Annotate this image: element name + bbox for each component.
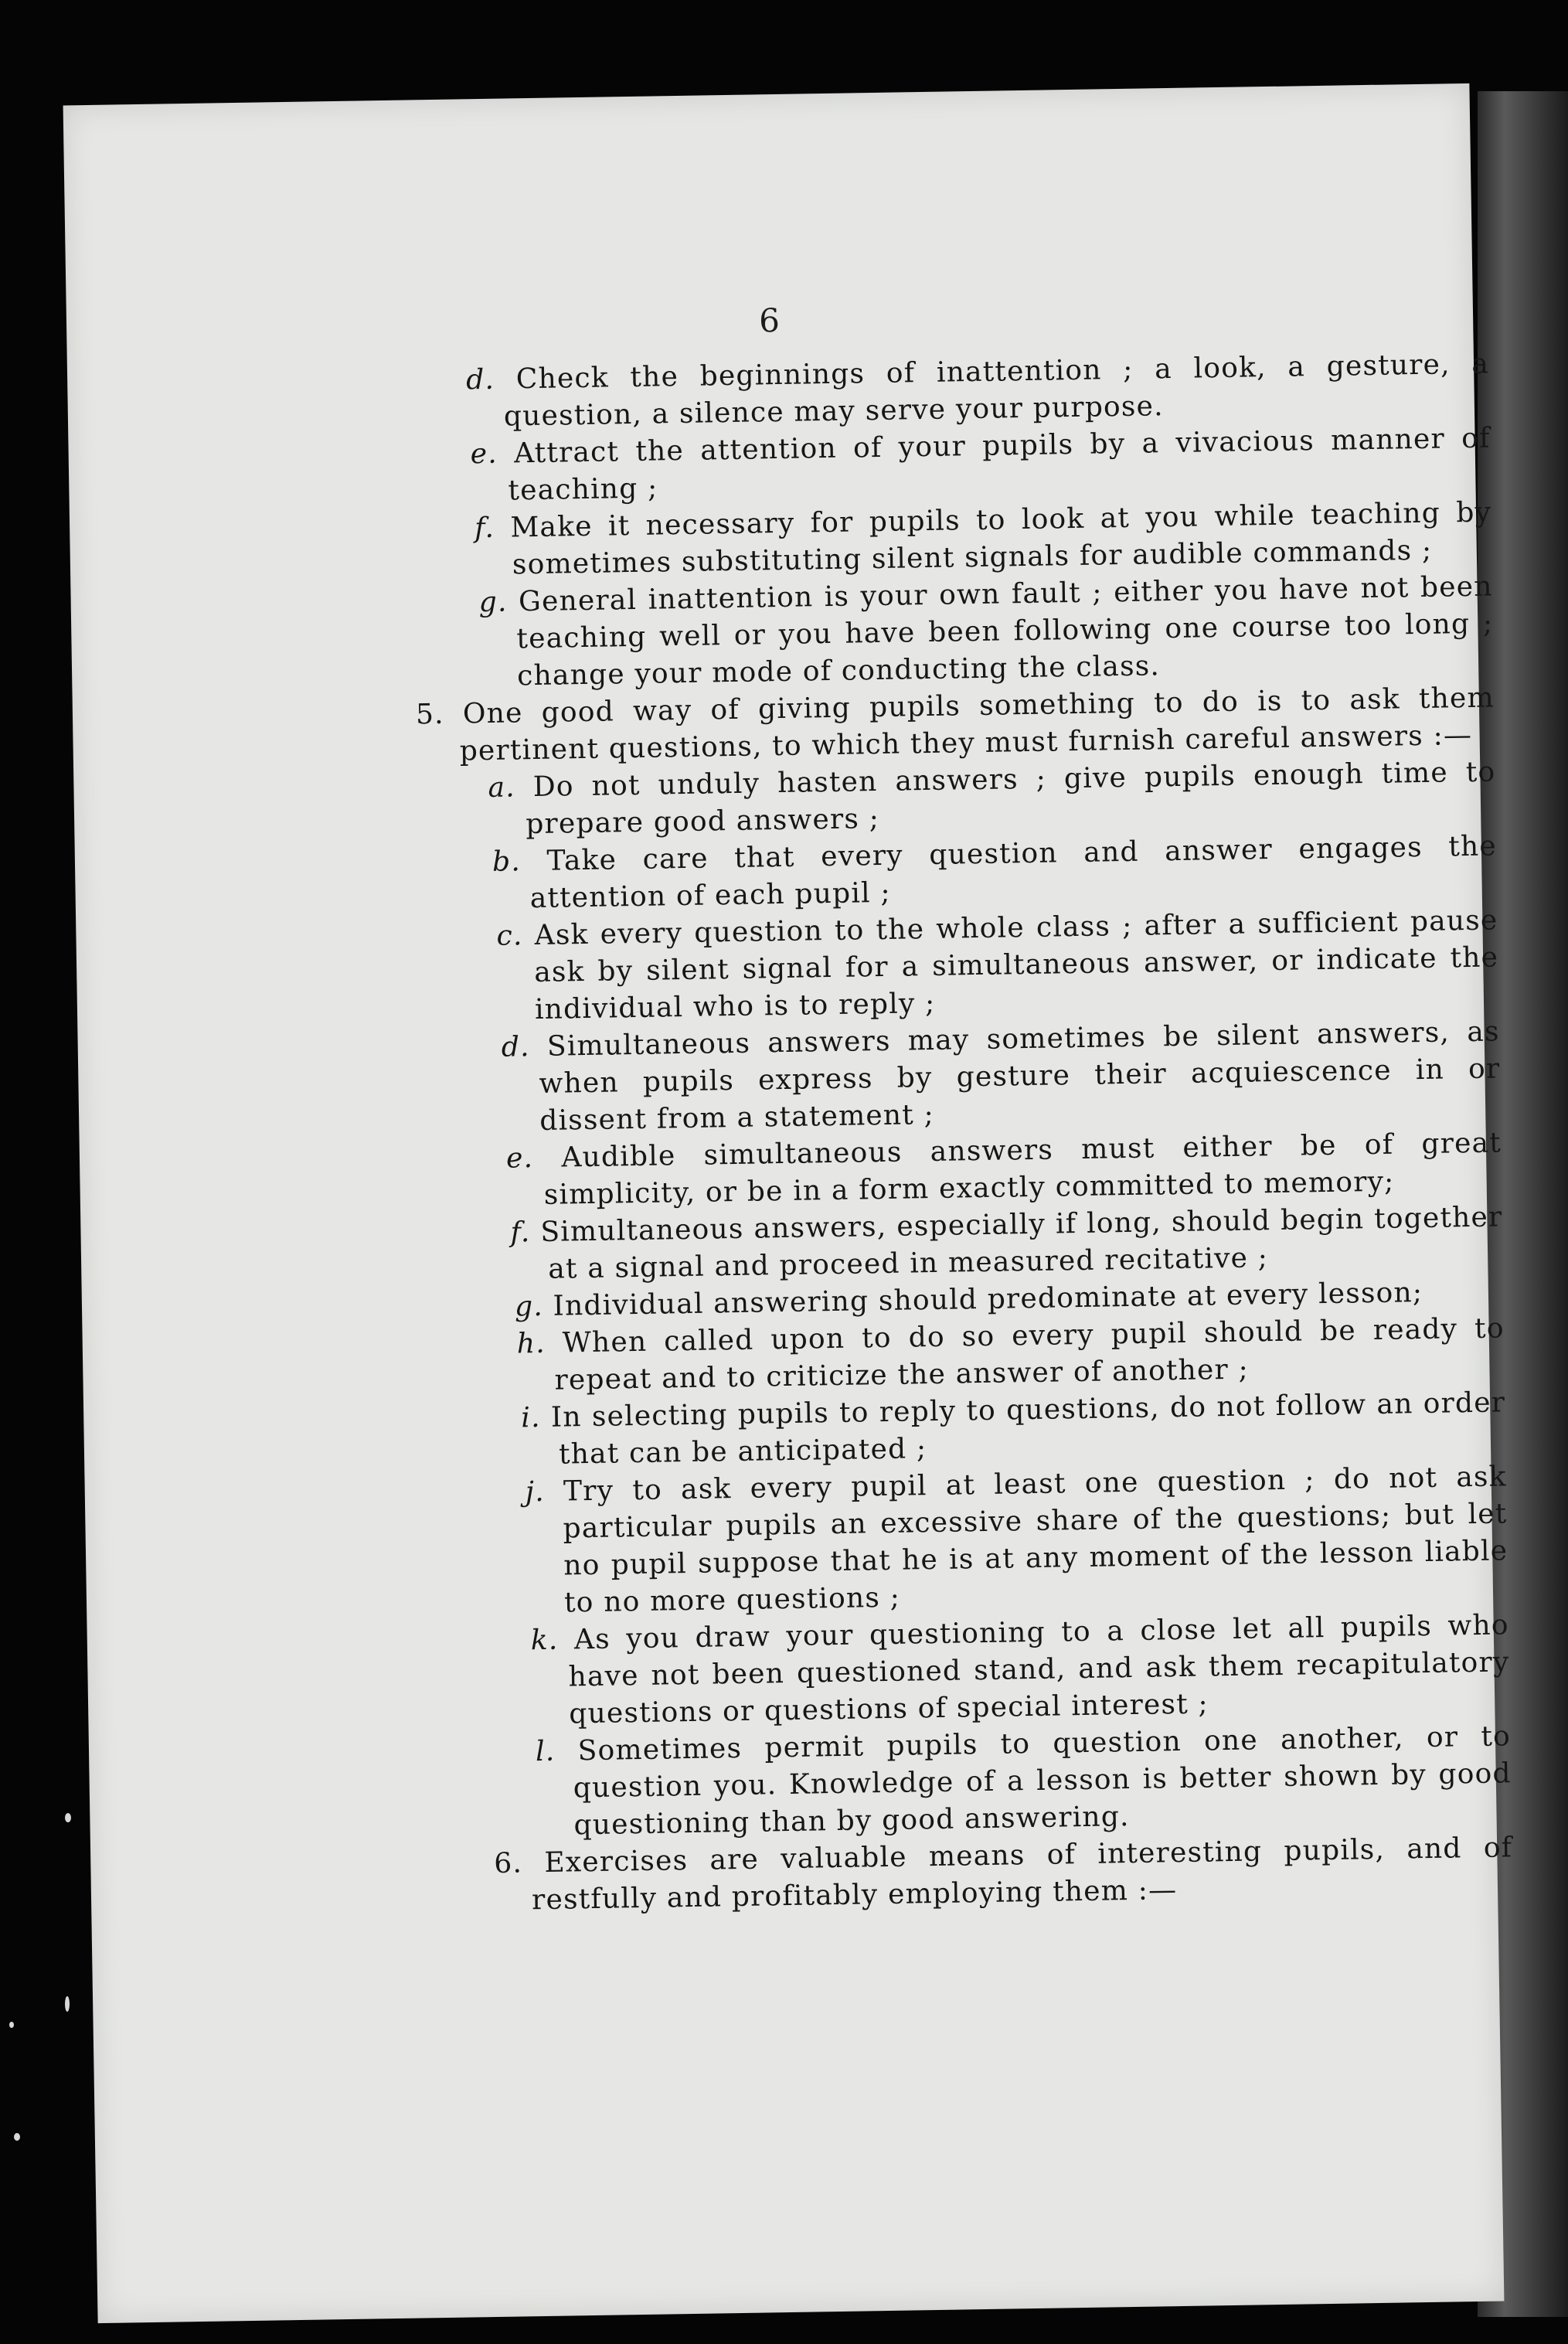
item-marker: h. [516,1327,546,1360]
list-item-c [431,902,1499,1030]
item-text: Audible simultaneous answers must either be of great simplicity, or be in a form exactly committed to memory; [543,1127,1502,1211]
item-text: As you draw your questioning to a close let all pupils who have not been questioned stand, and ask them recapitulatory questions or questions of special interest ; [568,1609,1510,1730]
item-text: Ask every question to the whole class ; after a sufficient pause ask by silent signal for a simultaneous answer, or indicate the individual who is to reply ; [533,904,1499,1026]
item-text: Attract the attention of your pupils by a vivacious manner of teaching ; [508,422,1491,507]
item-text: Take care that every question and answer engages the attention of each pupil ; [529,830,1498,915]
item-text: Try to ask every pupil at least one question ; do not ask particular pupils an excessive share of the questions; but let no pupil suppose that he is at any moment of the lesson liable to no more questions ; [563,1461,1508,1619]
list-item-j [440,1458,1508,1624]
item-text: In selecting pupils to reply to questions, do not follow an order that can be anticipated ; [550,1386,1506,1471]
item-marker: 5. [415,698,445,731]
page-number: 6 [758,301,781,340]
item-marker: e. [470,437,498,471]
item-text: Make it necessary for pupils to look at you while teaching by sometimes substituting silent signals for audible commands ; [510,496,1492,581]
list-item-g [426,568,1494,696]
item-marker: i. [521,1401,542,1434]
scan-speck [65,1996,70,2012]
item-marker: c. [496,920,523,952]
list-item-d2 [433,1013,1501,1141]
scan-speck [65,1813,71,1822]
book-page [63,83,1513,2323]
item-marker: a. [488,771,516,804]
item-text: Exercises are valuable means of interesting pupils, and of restfully and profitably employing them :— [531,1832,1513,1917]
item-text: Simultaneous answers, especially if long, should begin together at a signal and proceed in measured recitative ; [540,1201,1503,1285]
list-item-k [442,1607,1510,1735]
item-marker: f. [510,1216,531,1249]
item-text: Sometimes permit pupils to question one another, or to question you. Knowledge of a lesson is better shown by good questioning than by good answering. [573,1720,1512,1842]
item-text: General inattention is your own fault ; either you have not been teaching well or you have been following one course too long ; change your mode of conducting the class. [516,570,1494,692]
item-marker: d. [501,1031,530,1063]
item-marker: f. [474,512,495,545]
page-content [63,83,1513,2323]
scan-speck [9,2022,14,2028]
item-text: Do not unduly hasten answers ; give pupils enough time to prepare good answers ; [525,756,1496,841]
item-marker: l. [535,1735,556,1768]
item-text: Check the beginnings of inattention ; a look, a gesture, a question, a silence may serve your purpose. [503,348,1490,433]
item-marker: b. [491,845,522,878]
item-marker: d. [465,363,495,396]
scan-speck [14,2133,20,2141]
item-marker: j. [525,1475,546,1509]
item-marker: e. [505,1142,534,1175]
item-text: When called upon to do so every pupil should be ready to repeat and to criticize the answer of another ; [554,1312,1505,1397]
item-marker: g. [478,586,508,619]
item-marker: 6. [494,1847,523,1880]
item-text: One good way of giving pupils something to do is to ask them pertinent questions, to which they must furnish careful answers :— [459,682,1495,767]
item-marker: k. [530,1624,559,1657]
item-text: Simultaneous answers may sometimes be silent answers, as when pupils express by gesture their acquiescence in or dissent from a statement ; [539,1016,1501,1137]
text-block [415,346,1513,1920]
item-text: Individual answering should predominate at every lesson; [553,1277,1423,1322]
item-marker: g. [514,1290,544,1323]
list-item-l [444,1718,1512,1846]
list-item-6 [446,1829,1513,1920]
